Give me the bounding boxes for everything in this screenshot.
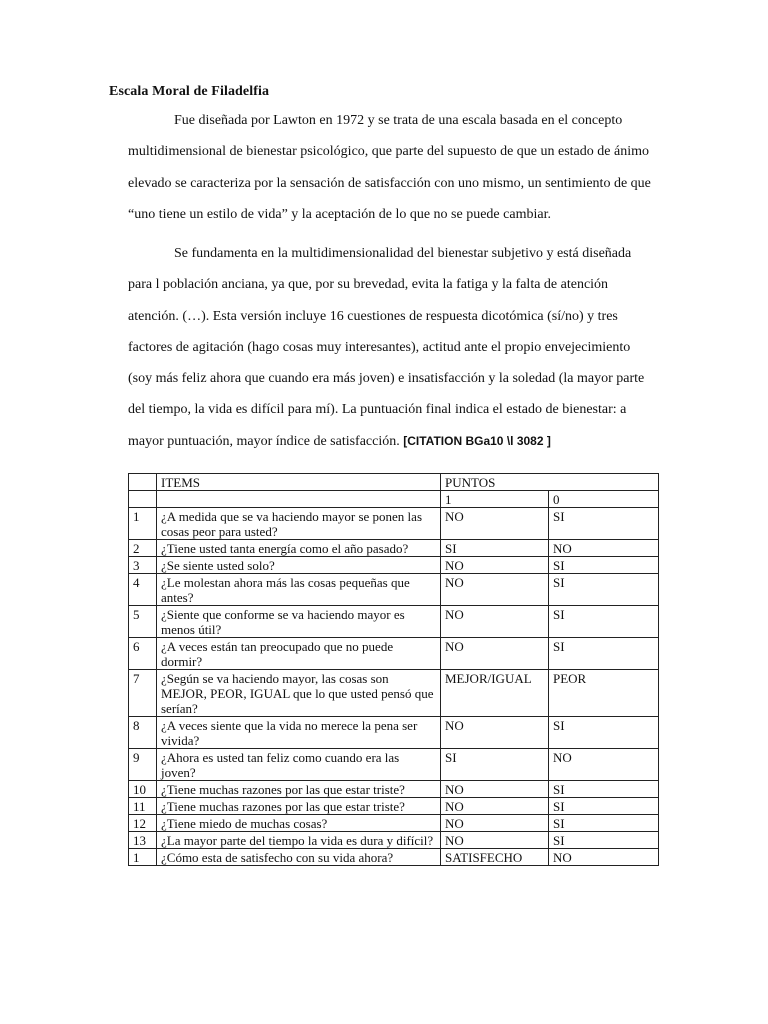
row-question: ¿Tiene muchas razones por las que estar triste? bbox=[157, 798, 441, 815]
row-score-1: NO bbox=[441, 798, 549, 815]
row-question: ¿A veces siente que la vida no merece la pena ser vivida? bbox=[157, 717, 441, 749]
row-score-0: SI bbox=[549, 557, 659, 574]
row-question: ¿La mayor parte del tiempo la vida es dura y difícil? bbox=[157, 832, 441, 849]
row-score-0: SI bbox=[549, 815, 659, 832]
row-score-1: NO bbox=[441, 557, 549, 574]
table-row bbox=[129, 670, 659, 717]
table-row bbox=[129, 815, 659, 832]
row-question: ¿Tiene miedo de muchas cosas? bbox=[157, 815, 441, 832]
row-score-0: SI bbox=[549, 717, 659, 749]
table-row bbox=[129, 749, 659, 781]
table-row bbox=[129, 849, 659, 866]
row-score-1: SI bbox=[441, 540, 549, 557]
row-score-0: NO bbox=[549, 749, 659, 781]
paragraph-line bbox=[128, 426, 663, 457]
row-score-1: NO bbox=[441, 815, 549, 832]
paragraph-line: “uno tiene un estilo de vida” y la aceptación de lo que no se puede cambiar. bbox=[128, 206, 551, 222]
row-score-1: SATISFECHO bbox=[441, 849, 549, 866]
row-number: 11 bbox=[129, 798, 157, 815]
row-score-1: NO bbox=[441, 832, 549, 849]
row-question: ¿Se siente usted solo? bbox=[157, 557, 441, 574]
row-question: ¿Tiene usted tanta energía como el año pasado? bbox=[157, 540, 441, 557]
row-score-0: SI bbox=[549, 574, 659, 606]
table-row bbox=[129, 508, 659, 540]
score-0: 0 bbox=[549, 491, 659, 508]
row-score-0: NO bbox=[549, 540, 659, 557]
row-score-0: SI bbox=[549, 781, 659, 798]
row-score-0: PEOR bbox=[549, 670, 659, 717]
row-score-0: SI bbox=[549, 508, 659, 540]
row-question: ¿Ahora es usted tan feliz como cuando era las joven? bbox=[157, 749, 441, 781]
table-row bbox=[129, 832, 659, 849]
document-title: Escala Moral de Filadelfia bbox=[109, 84, 270, 99]
row-question: ¿A medida que se va haciendo mayor se ponen las cosas peor para usted? bbox=[157, 508, 441, 540]
row-number: 6 bbox=[129, 638, 157, 670]
row-score-0: SI bbox=[549, 798, 659, 815]
row-number: 1 bbox=[129, 849, 157, 866]
table-row bbox=[129, 638, 659, 670]
row-score-1: MEJOR/IGUAL bbox=[441, 670, 549, 717]
table-row bbox=[129, 717, 659, 749]
row-number: 5 bbox=[129, 606, 157, 638]
row-number: 4 bbox=[129, 574, 157, 606]
row-question: ¿Tiene muchas razones por las que estar triste? bbox=[157, 781, 441, 798]
paragraph-line: Se fundamenta en la multidimensionalidad del bienestar subjetivo y está diseñada bbox=[174, 246, 632, 261]
header-puntos: PUNTOS bbox=[441, 474, 659, 491]
row-score-0: SI bbox=[549, 832, 659, 849]
row-score-1: SI bbox=[441, 749, 549, 781]
row-score-1: NO bbox=[441, 574, 549, 606]
paragraph-line: (soy más feliz ahora que cuando era más joven) e insatisfacción y la soledad (la mayor parte bbox=[128, 371, 645, 387]
row-score-0: SI bbox=[549, 638, 659, 670]
citation-field: [CITATION BGa10 \l 3082 ] bbox=[403, 433, 551, 448]
paragraph-line: atención. (…). Esta versión incluye 16 cuestiones de respuesta dicotómica (sí/no) y tres bbox=[128, 308, 618, 324]
row-score-0: NO bbox=[549, 849, 659, 866]
paragraph-line: elevado se caracteriza por la sensación de satisfacción con uno mismo, un sentimiento de que bbox=[128, 175, 651, 191]
paragraph-description bbox=[128, 238, 663, 457]
row-question: ¿Según se va haciendo mayor, las cosas son MEJOR, PEOR, IGUAL que lo que usted pensó que serían? bbox=[157, 670, 441, 717]
table-score-row bbox=[129, 491, 659, 508]
row-number: 1 bbox=[129, 508, 157, 540]
paragraph-intro bbox=[128, 105, 663, 230]
row-number: 3 bbox=[129, 557, 157, 574]
paragraph-line: para l población anciana, ya que, por su brevedad, evita la fatiga y la falta de atención bbox=[128, 277, 609, 293]
row-question: ¿Cómo esta de satisfecho con su vida ahora? bbox=[157, 849, 441, 866]
score-1: 1 bbox=[441, 491, 549, 508]
paragraph-text: mayor puntuación, mayor índice de satisfacción. bbox=[128, 433, 404, 449]
row-score-0: SI bbox=[549, 606, 659, 638]
header-cell-empty bbox=[129, 474, 157, 491]
row-number: 13 bbox=[129, 832, 157, 849]
score-cell-empty bbox=[157, 491, 441, 508]
row-score-1: NO bbox=[441, 606, 549, 638]
row-score-1: NO bbox=[441, 508, 549, 540]
row-score-1: NO bbox=[441, 638, 549, 670]
paragraph-line: Fue diseñada por Lawton en 1972 y se trata de una escala basada en el concepto bbox=[174, 113, 623, 128]
table-row bbox=[129, 798, 659, 815]
paragraph-line: del tiempo, la vida es difícil para mí). La puntuación final indica el estado de bienestar: a bbox=[128, 402, 627, 418]
table-row bbox=[129, 540, 659, 557]
row-score-1: NO bbox=[441, 781, 549, 798]
row-question: ¿Siente que conforme se va haciendo mayor es menos útil? bbox=[157, 606, 441, 638]
items-table bbox=[128, 473, 659, 866]
table-row bbox=[129, 574, 659, 606]
row-question: ¿A veces están tan preocupado que no puede dormir? bbox=[157, 638, 441, 670]
row-number: 9 bbox=[129, 749, 157, 781]
row-score-1: NO bbox=[441, 717, 549, 749]
paragraph-line: multidimensional de bienestar psicológico, que parte del supuesto de que un estado de ánimo bbox=[128, 144, 649, 160]
row-question: ¿Le molestan ahora más las cosas pequeñas que antes? bbox=[157, 574, 441, 606]
paragraph-line: factores de agitación (hago cosas muy interesantes), actitud ante el propio envejecimiento bbox=[128, 339, 631, 355]
table-row bbox=[129, 781, 659, 798]
score-cell-empty bbox=[129, 491, 157, 508]
row-number: 8 bbox=[129, 717, 157, 749]
row-number: 2 bbox=[129, 540, 157, 557]
header-items: ITEMS bbox=[157, 474, 441, 491]
row-number: 12 bbox=[129, 815, 157, 832]
table-header-row bbox=[129, 474, 659, 491]
table-row bbox=[129, 606, 659, 638]
table-row bbox=[129, 557, 659, 574]
row-number: 7 bbox=[129, 670, 157, 717]
row-number: 10 bbox=[129, 781, 157, 798]
